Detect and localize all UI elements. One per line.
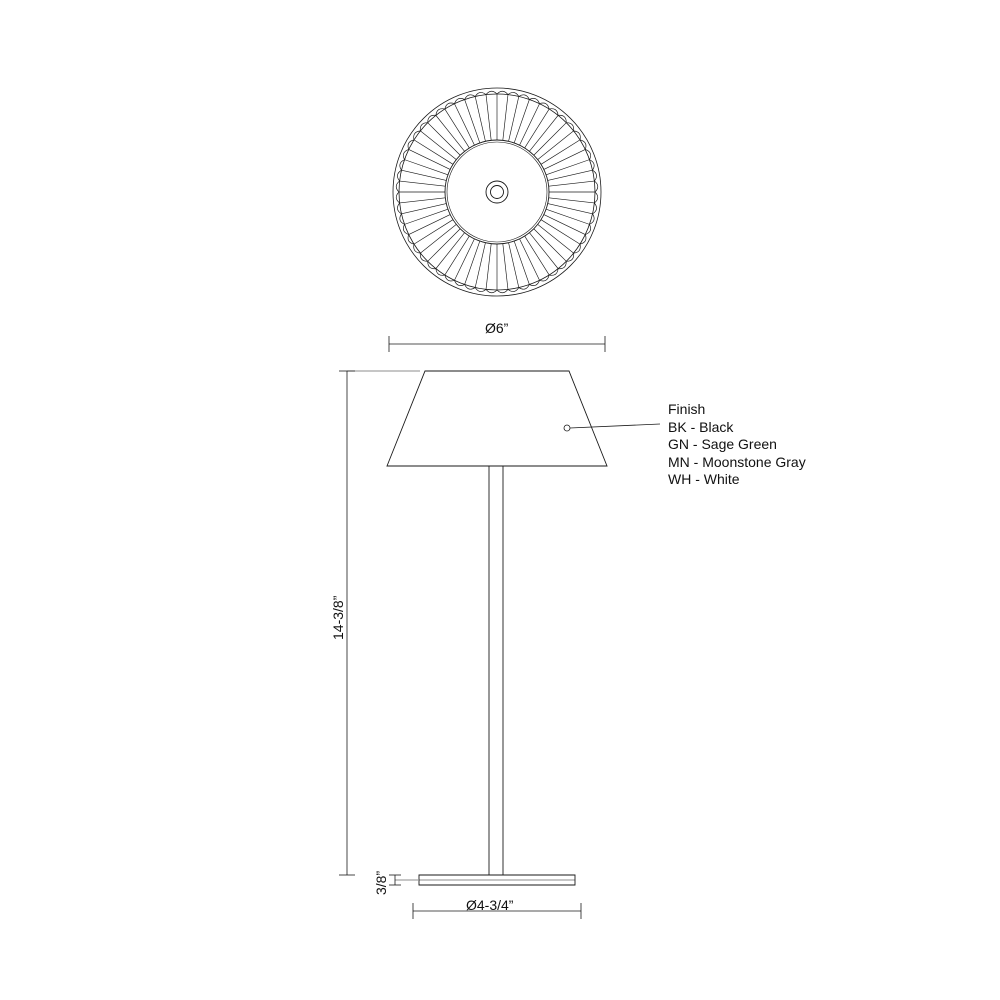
base-thickness-label: 3/8” (373, 870, 389, 895)
finish-option-gn: GN - Sage Green (668, 436, 777, 452)
top-view-shade (393, 88, 601, 296)
shade-diameter-label: Ø6” (485, 320, 509, 336)
finish-callout-title: Finish (668, 401, 706, 417)
finish-callout (668, 401, 806, 489)
finish-option-mn: MN - Moonstone Gray (668, 453, 806, 470)
front-view-lamp (387, 371, 607, 885)
finish-option-bk: BK - Black (668, 418, 734, 435)
base-diameter-label: Ø4-3/4” (466, 897, 514, 913)
finish-leader-line (564, 424, 660, 431)
base-thickness-dimension (389, 875, 418, 885)
shade-diameter-dimension (389, 336, 605, 352)
overall-height-dimension (339, 371, 420, 875)
finish-option-wh: WH - White (668, 471, 740, 487)
overall-height-label: 14-3/8” (330, 595, 346, 640)
